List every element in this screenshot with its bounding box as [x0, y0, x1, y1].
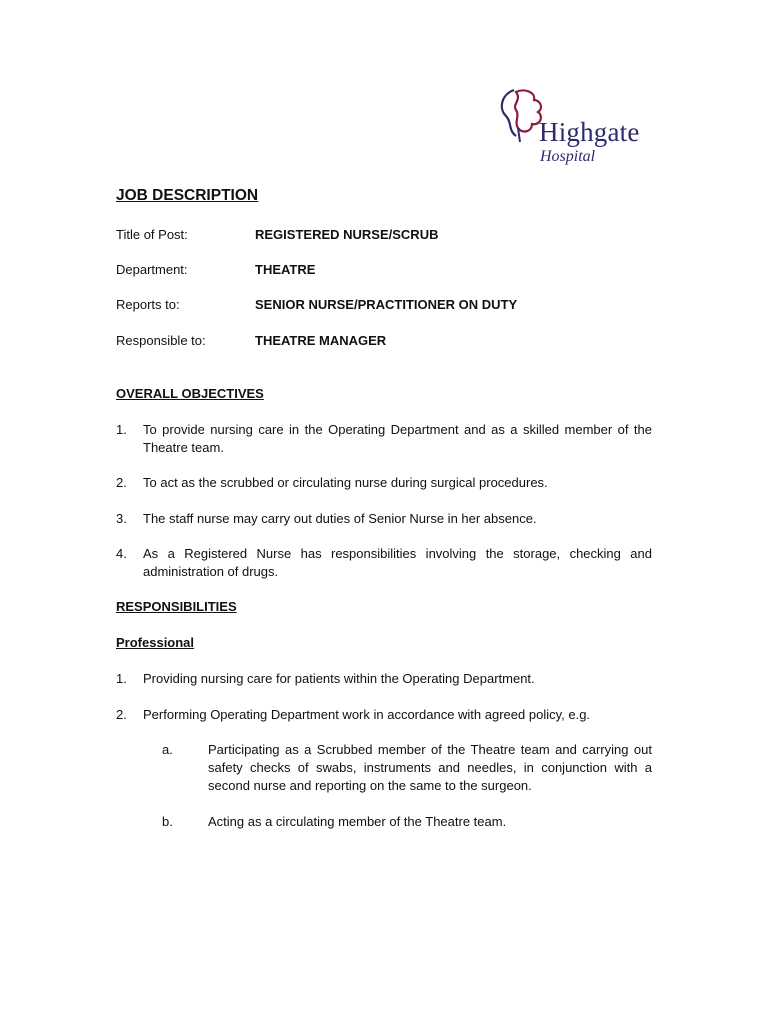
professional-subheading: Professional [116, 635, 195, 650]
field-value: REGISTERED NURSE/SCRUB [255, 227, 439, 242]
field-value: SENIOR NURSE/PRACTITIONER ON DUTY [255, 297, 518, 312]
logo-subtitle: Hospital [540, 148, 596, 165]
objective-item [116, 545, 652, 581]
objective-item [116, 510, 652, 528]
subitem-text: Participating as a Scrubbed member of the Theatre team and carrying out safety checks of swabs, instruments and needles, in conjunction with a second nurse and reporting on the same to the surgeon. [208, 742, 652, 793]
objective-item [116, 474, 652, 492]
item-text: As a Registered Nurse has responsibilities involving the storage, checking and administration of drugs. [143, 546, 652, 579]
responsibility-item [116, 706, 652, 724]
responsibility-item [116, 670, 652, 688]
field-label: Responsible to: [116, 333, 206, 348]
field-label: Department: [116, 262, 188, 277]
item-number: 4. [116, 546, 127, 561]
item-number: 1. [116, 671, 127, 686]
item-number: 1. [116, 422, 127, 437]
item-text: To provide nursing care in the Operating Department and as a skilled member of the Theatre team. [143, 422, 652, 455]
field-value: THEATRE MANAGER [255, 333, 387, 348]
item-text: Providing nursing care for patients within the Operating Department. [143, 671, 535, 686]
page-title: JOB DESCRIPTION [116, 187, 259, 204]
item-number: 3. [116, 511, 127, 526]
overall-objectives-heading: OVERALL OBJECTIVES [116, 386, 264, 401]
field-value: THEATRE [255, 262, 316, 277]
field-label: Reports to: [116, 297, 180, 312]
responsibility-subitem [162, 813, 652, 831]
field-label: Title of Post: [116, 227, 188, 242]
subitem-letter: b. [162, 814, 173, 829]
item-text: To act as the scrubbed or circulating nurse during surgical procedures. [143, 475, 548, 490]
responsibilities-heading: RESPONSIBILITIES [116, 599, 237, 614]
objective-item [116, 421, 652, 457]
item-number: 2. [116, 707, 127, 722]
item-text: Performing Operating Department work in accordance with agreed policy, e.g. [143, 707, 591, 722]
subitem-text: Acting as a circulating member of the Theatre team. [208, 814, 507, 829]
responsibility-subitem [162, 741, 652, 795]
logo-name: Highgate [539, 117, 640, 147]
hospital-logo [494, 86, 664, 176]
item-text: The staff nurse may carry out duties of Senior Nurse in her absence. [143, 511, 537, 526]
subitem-letter: a. [162, 742, 173, 757]
item-number: 2. [116, 475, 127, 490]
